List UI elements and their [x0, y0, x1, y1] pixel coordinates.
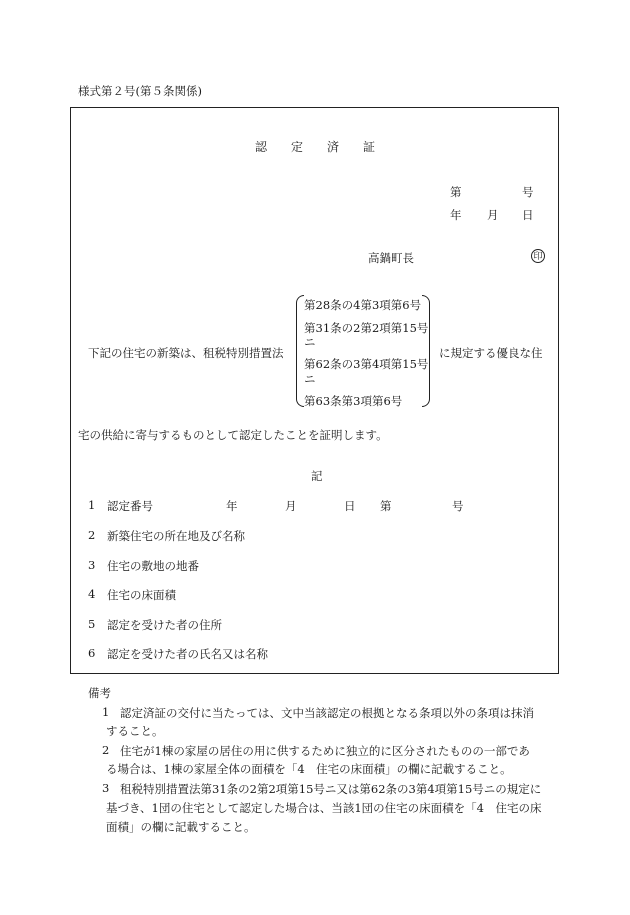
certificate-title [0, 138, 630, 155]
item-label: 認定を受けた者の氏名又は名称 [107, 647, 268, 661]
item-number: 3 [88, 558, 96, 572]
note-line: 面積」の欄に記載すること。 [106, 820, 256, 834]
note-line: すること。 [106, 724, 164, 738]
law-reference: ニ [304, 335, 316, 349]
item1-month: 月 [285, 499, 297, 513]
note-line: る場合は、1棟の家屋全体の面積を「4 住宅の床面積」の欄に記載すること。 [106, 762, 512, 776]
title-char: 認 [254, 140, 267, 154]
body-text-continuation: 宅の供給に寄与するものとして認定したことを証明します。 [78, 428, 388, 442]
law-reference: ニ [304, 372, 316, 386]
body-text-start: 下記の住宅の新築は、租税特別措置法 [88, 346, 284, 360]
note-line: 租税特別措置法第31条の2第2項第15号ニ又は第62条の3第4項第15号ニの規定に [120, 782, 542, 796]
item-number: 5 [88, 617, 96, 631]
remarks-heading: 備考 [88, 686, 111, 700]
law-reference: 第31条の2第2項第15号 [304, 321, 429, 335]
item-label: 住宅の敷地の地番 [107, 559, 199, 573]
note-line: 住宅が1棟の家屋の居住の用に供するために独立的に区分されたものの一部であ [120, 744, 530, 758]
item-label: 新築住宅の所在地及び名称 [107, 529, 245, 543]
item-number: 6 [88, 646, 96, 660]
item1-year: 年 [226, 499, 238, 513]
item-label: 認定番号 [107, 499, 153, 513]
note-line: 認定済証の交付に当たっては、文中当該認定の根拠となる条項以外の条項は抹消 [120, 706, 534, 720]
issue-date-day: 日 [522, 208, 534, 222]
item1-day: 日 [344, 499, 356, 513]
issuer-name: 高鍋町長 [368, 251, 414, 265]
seal-mark: 印 [531, 249, 545, 263]
record-heading: 記 [311, 469, 323, 483]
law-reference: 第28条の4第3項第6号 [304, 298, 422, 312]
item1-number-prefix: 第 [380, 499, 392, 513]
law-reference: 第63条第3項第6号 [304, 394, 403, 408]
note-number: 3 [102, 781, 110, 795]
body-text-after-bracket: に規定する優良な住 [439, 346, 543, 360]
issue-number-suffix: 号 [522, 185, 534, 199]
note-number: 2 [102, 743, 110, 757]
title-char: 済 [327, 140, 340, 154]
item-label: 認定を受けた者の住所 [107, 618, 222, 632]
title-char: 定 [290, 140, 303, 154]
item1-number-suffix: 号 [452, 499, 464, 513]
note-number: 1 [102, 705, 110, 719]
issue-number-prefix: 第 [450, 185, 462, 199]
law-reference: 第62条の3第4項第15号 [304, 357, 429, 371]
item-number: 4 [88, 587, 96, 601]
form-heading: 様式第２号(第５条関係) [78, 84, 202, 98]
title-char: 証 [363, 140, 376, 154]
note-line: 基づき、1団の住宅として認定した場合は、当該1団の住宅の床面積を「4 住宅の床 [106, 801, 542, 815]
item-label: 住宅の床面積 [107, 588, 176, 602]
bracket-left [296, 295, 304, 407]
issue-date-month: 月 [487, 208, 499, 222]
item-number: 1 [88, 498, 96, 512]
issue-date-year: 年 [450, 208, 462, 222]
item-number: 2 [88, 528, 96, 542]
bracket-right [422, 295, 430, 407]
